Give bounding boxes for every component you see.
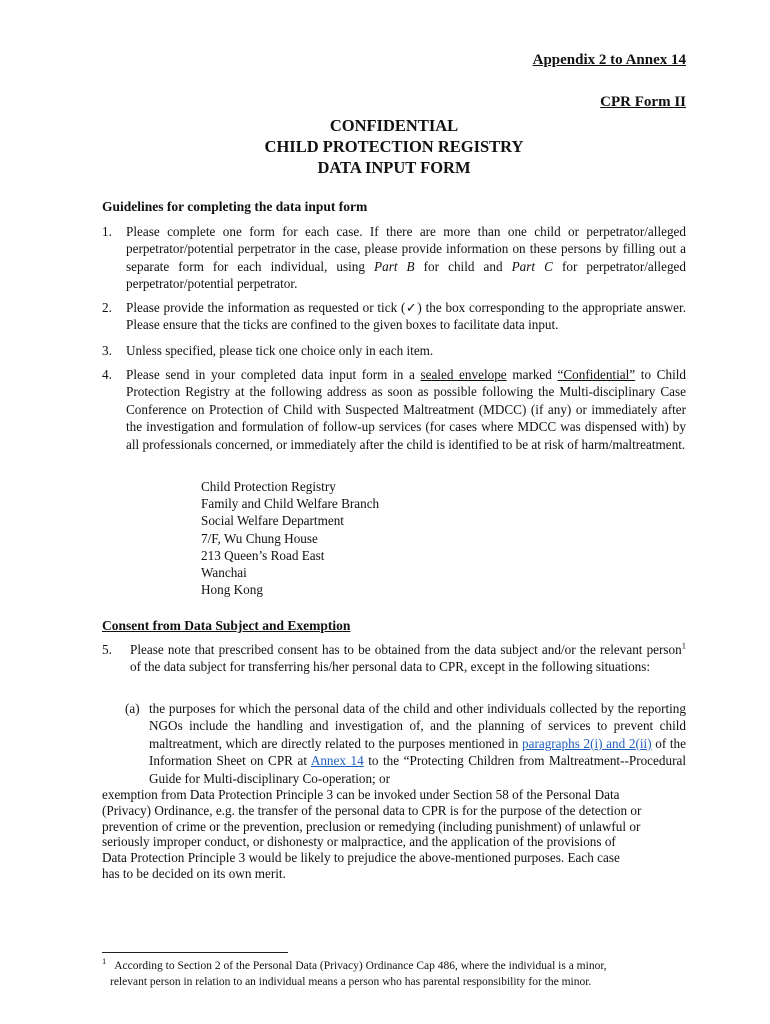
guideline-item-4	[102, 366, 686, 472]
item-text: the purposes for which the personal data of the child and other individuals collected by the reporting NGOs include the handling and investigation of, and the planning of services to prevent child maltreatment, which are directly related to the purposes mentioned in paragraphs 2(i) and 2(ii) of the Information Sheet on CPR at Annex 14 to the “Protecting Children from Maltreatment--Procedural Guide for Multi-disciplinary Co-operation; or	[149, 701, 686, 786]
form-title	[100, 115, 688, 178]
item-number: 5.	[102, 642, 112, 657]
address-line: Wanchai	[201, 564, 247, 580]
annex-14-link[interactable]: Annex 14	[310, 753, 364, 769]
consent-heading: Consent from Data Subject and Exemption	[102, 618, 351, 633]
address-line: 213 Queen’s Road East	[201, 547, 325, 563]
address-line: Social Welfare Department	[201, 513, 344, 529]
address-line: 7/F, Wu Chung House	[201, 530, 318, 546]
address-line: Child Protection Registry	[201, 479, 336, 494]
guideline-item-2	[102, 299, 686, 335]
confidential-marking: “Confidential”	[557, 367, 636, 382]
item-text: Please complete one form for each case. If there are more than one child or perpetrator/alleged perpetrator/potential perpetrator in the case, please provide information on these persons by filling out a separate form for each individual, using Part B for child and Part C for perpetrator/alleged perpetrator/potential perpetrator.	[126, 224, 686, 292]
exemption-line: has to be decided on its own merit.	[102, 865, 286, 881]
address-line: Hong Kong	[201, 582, 263, 598]
footnote-reference[interactable]: 1	[681, 640, 686, 651]
footnote-line: According to Section 2 of the Personal Data (Privacy) Ordinance Cap 486, where the individual is a minor,	[114, 960, 607, 972]
exemption-line: exemption from Data Protection Principle 3 can be invoked under Section 58 of the Personal Data	[102, 787, 620, 802]
exemption-line: Data Protection Principle 3 would be likely to prejudice the above-mentioned purposes. Each case	[102, 850, 620, 866]
guideline-item-3	[102, 342, 686, 360]
guideline-item-1	[102, 223, 686, 293]
item-text: Please send in your completed data input form in a sealed envelope marked “Confidential” to Child Protection Registry at the following address as soon as possible following the Multi-disciplinary Case Conference on Protection of Child with Suspected Maltreatment (MDCC) (if any) or immediately after the investigation and formulation of follow-up services (for cases where MDCC was dispensed with) by all professionals concerned, or immediately after the child is identified to be at risk of harm/maltreatment.	[126, 367, 686, 452]
sub-item-label: (a)	[125, 701, 140, 716]
consent-sub-item-a	[125, 700, 686, 790]
item-number: 4.	[102, 367, 112, 382]
item-text: Please note that prescribed consent has to be obtained from the data subject and/or the relevant person$^1$ of the data subject for transferring his/her personal data to CPR, except in the following situations:	[130, 640, 686, 675]
item-number: 2.	[102, 300, 112, 315]
item-number: 3.	[102, 343, 112, 358]
address-line: Family and Child Welfare Branch	[201, 496, 380, 512]
footnote-line: relevant person in relation to an individual means a person who has parental responsibility for the minor.	[110, 976, 592, 988]
footnote-separator	[102, 952, 288, 953]
exemption-line: seriously improper conduct, or dishonesty or malpractice, and the application of the provisions of	[102, 834, 616, 850]
part-b-ref: Part B	[374, 258, 415, 274]
title-line-registry: CHILD PROTECTION REGISTRY	[264, 137, 524, 156]
item-text: Please provide the information as requested or tick (✓) the box corresponding to the appropriate answer. Please ensure that the ticks are confined to the given boxes to facilitate data input.	[126, 300, 686, 333]
guidelines-heading: Guidelines for completing the data input form	[102, 199, 368, 214]
sealed-envelope-text: sealed envelope	[420, 367, 507, 382]
exemption-line: (Privacy) Ordinance, e.g. the transfer of the personal data to CPR is for the purpose of the detection or	[102, 802, 642, 818]
exemption-paragraph	[102, 787, 692, 882]
title-line-data-input: DATA INPUT FORM	[317, 158, 471, 177]
paragraphs-link[interactable]: paragraphs 2(i) and 2(ii)	[522, 735, 652, 751]
form-id: CPR Form II	[600, 94, 686, 110]
footnote	[102, 958, 702, 990]
footnote-mark: 1	[102, 956, 107, 967]
title-line-confidential: CONFIDENTIAL	[329, 116, 459, 135]
registry-address	[201, 478, 379, 598]
consent-item-5	[102, 641, 686, 695]
exemption-line: prevention of crime or the prevention, preclusion or remedying (including punishment) of unlawful or	[102, 818, 641, 834]
appendix-label: Appendix 2 to Annex 14	[532, 52, 686, 68]
item-text: Unless specified, please tick one choice only in each item.	[126, 343, 434, 358]
item-number: 1.	[102, 224, 112, 239]
part-c-ref: Part C	[511, 258, 553, 274]
